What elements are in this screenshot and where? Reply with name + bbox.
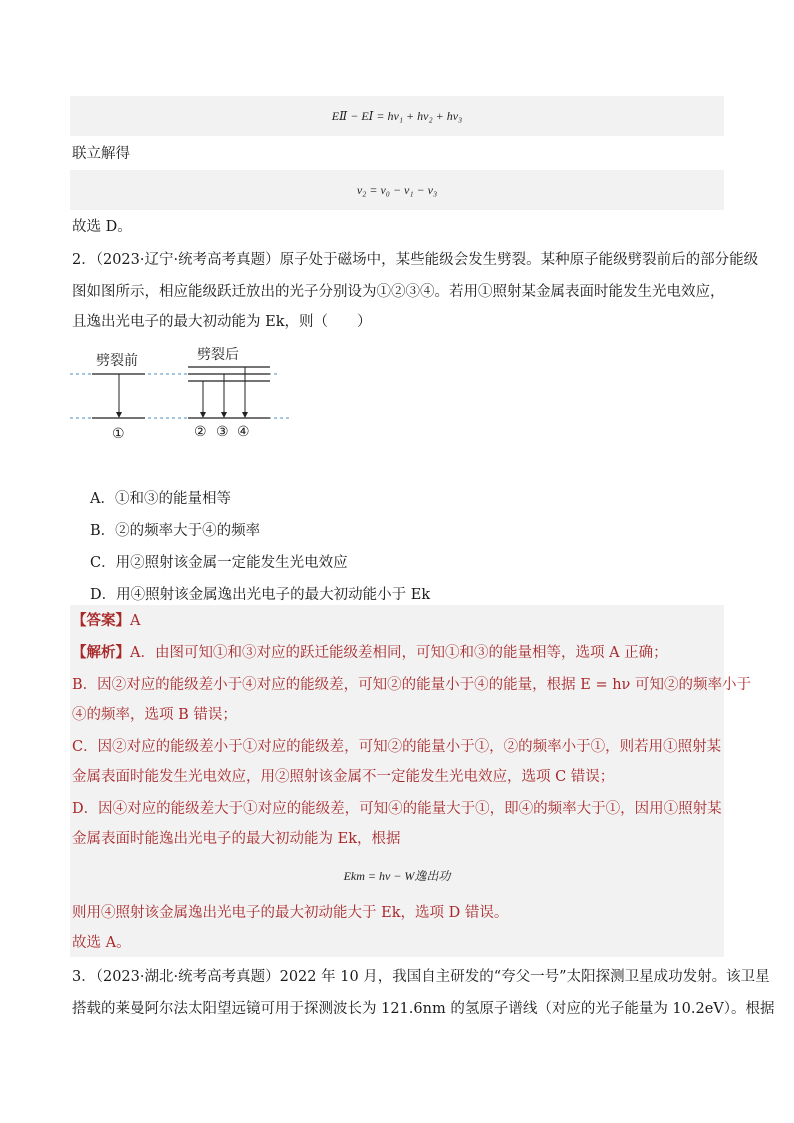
text-choose-d: 故选 D。	[72, 219, 132, 235]
analysis-line-6: D．因④对应的能级差大于①对应的能级差，可知④的能量大于①，即④的频率大于①，因用①照射某	[72, 801, 722, 817]
label-after-split: 劈裂后	[197, 347, 239, 363]
analysis-line-5: 金属表面时能发生光电效应，用②照射该金属不一定能发生光电效应，选项 C 错误；	[72, 769, 615, 785]
option-b: B．②的频率大于④的频率	[90, 523, 261, 539]
formula-max-kinetic-energy: Ekm = hν − W逸出功	[343, 869, 451, 883]
analysis-tag: 【解析】	[72, 644, 130, 661]
answer-value: A	[130, 613, 141, 629]
label-photon-2: ②	[194, 424, 207, 440]
analysis-line-7: 金属表面时能逸出光电子的最大初动能为 Ek，根据	[72, 831, 401, 847]
label-photon-3: ③	[216, 424, 229, 440]
option-c: C．用②照射该金属一定能发生光电效应	[90, 555, 348, 571]
question-3-line-1: 3．（2023·湖北·统考高考真题）2022 年 10 月，我国自主研发的“夸父一号”太阳探测卫星成功发射。该卫星	[72, 969, 770, 985]
question-2-line-2: 图如图所示，相应能级跃迁放出的光子分别设为①②③④。若用①照射某金属表面时能发生光电效应，	[72, 284, 725, 300]
text-choose-a: 故选 A。	[72, 935, 131, 951]
option-a: A．①和③的能量相等	[90, 491, 231, 507]
analysis-line-4: C．因②对应的能级差小于①对应的能级差，可知②的能量小于①，②的频率小于①，则若用①照射某	[72, 739, 722, 755]
analysis-line-1: 【解析】A．由图可知①和③对应的跃迁能级差相同，可知①和③的能量相等，选项 A 正确；	[72, 644, 668, 661]
question-2-line-3: 且逸出光电子的最大初动能为 Ek，则（ ）	[72, 314, 372, 330]
question-2-line-1: 2．（2023·辽宁·统考高考真题）原子处于磁场中，某些能级会发生劈裂。某种原子能级劈裂前后的部分能级	[72, 252, 759, 268]
label-photon-4: ④	[237, 424, 250, 440]
label-photon-1: ①	[112, 426, 125, 442]
formula-nu2: ν₂ = ν₀ − ν₁ − ν₃	[356, 183, 438, 197]
answer-tag: 【答案】	[72, 612, 130, 629]
option-d: D．用④照射该金属逸出光电子的最大初动能小于 Ek	[90, 587, 431, 603]
label-before-split: 劈裂前	[96, 353, 138, 369]
analysis-line-2: B．因②对应的能级差小于④对应的能级差，可知②的能量小于④的能量，根据 E = hν 可知②的频率小于	[72, 677, 751, 693]
analysis-conclusion: 则用④照射该金属逸出光电子的最大初动能大于 Ek，选项 D 错误。	[72, 905, 509, 921]
energy-level-diagram	[70, 338, 310, 478]
answer-line	[72, 611, 140, 631]
text-lian-li: 联立解得	[72, 146, 130, 162]
formula-energy-difference: EⅡ − EⅠ = hν₁ + hν₂ + hν₃	[331, 109, 463, 123]
question-3-line-2: 搭载的莱曼阿尔法太阳望远镜可用于探测波长为 121.6nm 的氢原子谱线（对应的光子能量为 10.2eV）。根据	[72, 1001, 775, 1017]
analysis-line-3: ④的频率，选项 B 错误；	[72, 707, 237, 723]
